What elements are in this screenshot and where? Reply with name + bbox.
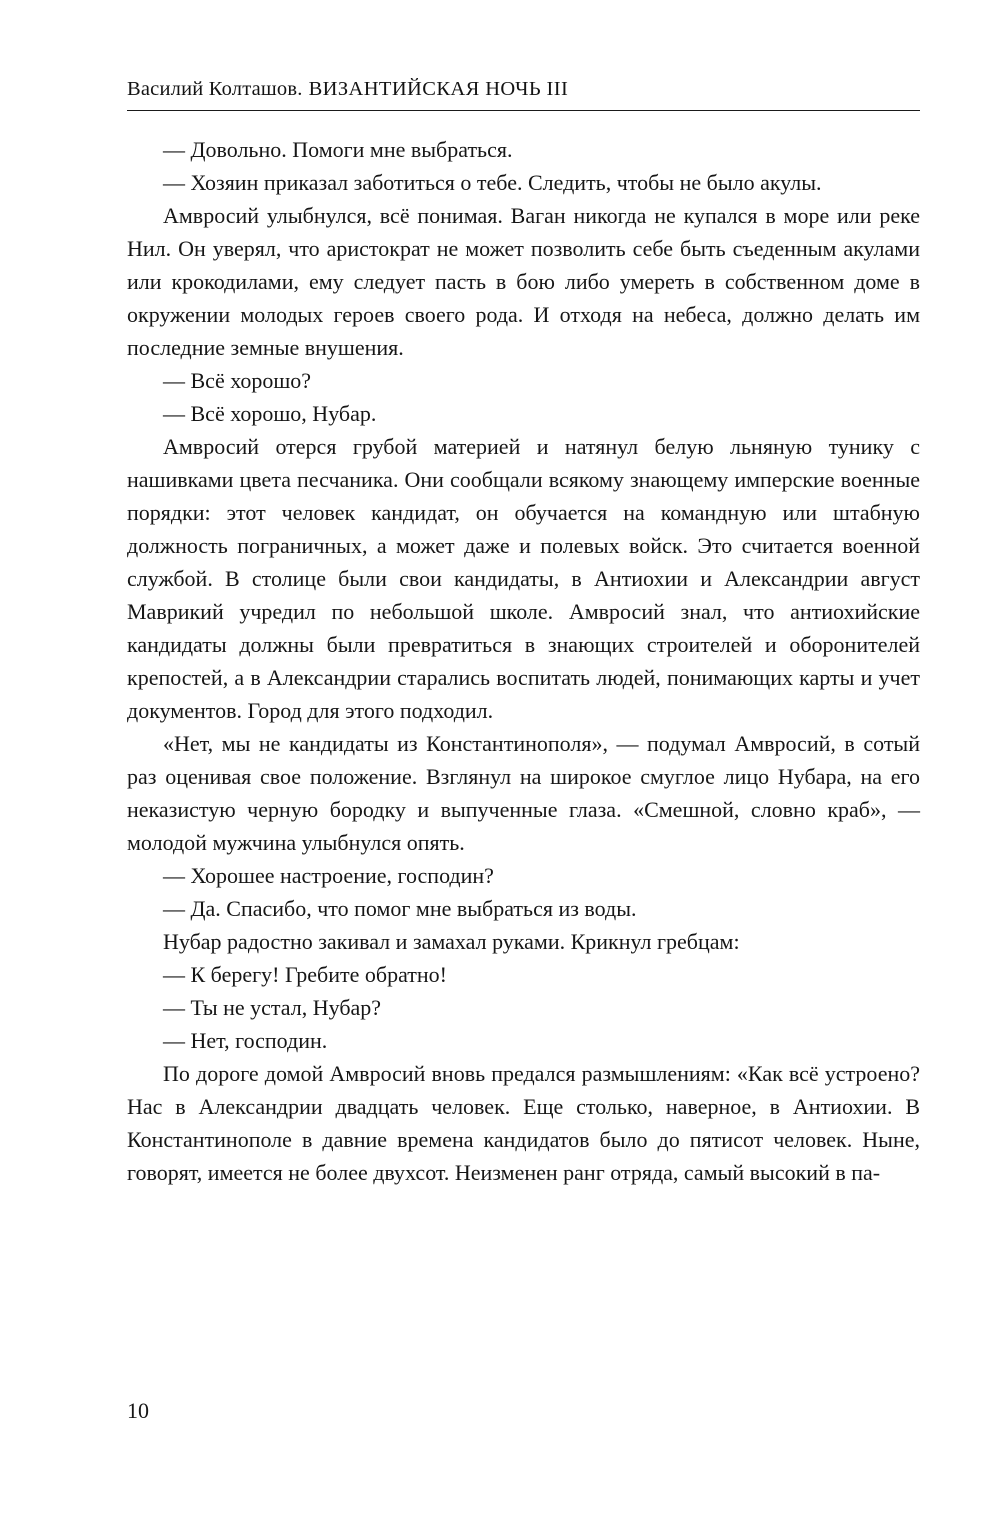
paragraph-dialogue: — Ты не устал, Нубар? [163,995,382,1020]
page-body [127,133,920,1189]
paragraph-narrative: Нубар радостно закивал и замахал руками. Крикнул гребцам: [163,929,740,954]
running-header-author: Василий Колташов. [127,78,303,100]
paragraph-dialogue: — Хорошее настроение, господин? [163,863,494,888]
paragraph-dialogue: — Да. Спасибо, что помог мне выбраться из воды. [163,896,637,921]
page-number: 10 [127,1398,149,1423]
paragraph-dialogue: — К берегу! Гребите обратно! [163,962,448,987]
paragraph-dialogue: — Всё хорошо? [163,368,312,393]
paragraph-dialogue: — Хозяин приказал заботиться о тебе. Следить, чтобы не было акулы. [163,170,822,195]
running-header [127,78,920,101]
header-rule [127,110,920,111]
paragraph-dialogue: — Всё хорошо, Нубар. [163,401,377,426]
paragraph-narrative: «Нет, мы не кандидаты из Константинополя», — подумал Амвросий, в сотый раз оценивая свое положение. Взглянул на широкое смуглое лицо Нубара, на его неказистую черную бородку и выпученные глаза. «Смешной, словно краб», — молодой мужчина улыбнулся опять. [127,731,920,855]
paragraph-narrative: Амвросий улыбнулся, всё понимая. Ваган никогда не купался в море или реке Нил. Он уверял, что аристократ не может позволить себе быть съеденным акулами или крокодилами, ему следует пасть в бою либо умереть в собственном доме в окружении молодых героев своего рода. И отходя на небеса, должно делать им последние земные внушения. [127,203,920,360]
paragraph-dialogue: — Довольно. Помоги мне выбраться. [163,137,513,162]
paragraph-narrative: Амвросий отерся грубой материей и натянул белую льняную тунику с нашивками цвета песчаника. Они сообщали всякому знающему имперские военные порядки: этот человек кандидат, он обучается на командную или штабную должность пограничных, а может даже и полевых войск. Это считается военной службой. В столице были свои кандидаты, в Антиохии и Александрии август Маврикий учредил по небольшой школе. Амвросий знал, что антиохийские кандидаты должны были превратиться в знающих строителей и оборонителей крепостей, а в Александрии старались воспитать людей, понимающих карты и учет документов. Город для этого подходил. [127,434,920,723]
paragraph-dialogue: — Нет, господин. [163,1028,328,1053]
running-header-title: ВИЗАНТИЙСКАЯ НОЧЬ III [308,78,569,100]
paragraph-narrative: По дороге домой Амвросий вновь предался размышлениям: «Как всё устроено? Нас в Александрии двадцать человек. Еще столько, наверное, в Антиохии. В Константинополе в давние времена кандидатов было до пятисот человек. Ныне, говорят, имеется не более двухсот. Неизменен ранг отряда, самый высокий в па- [127,1061,920,1185]
